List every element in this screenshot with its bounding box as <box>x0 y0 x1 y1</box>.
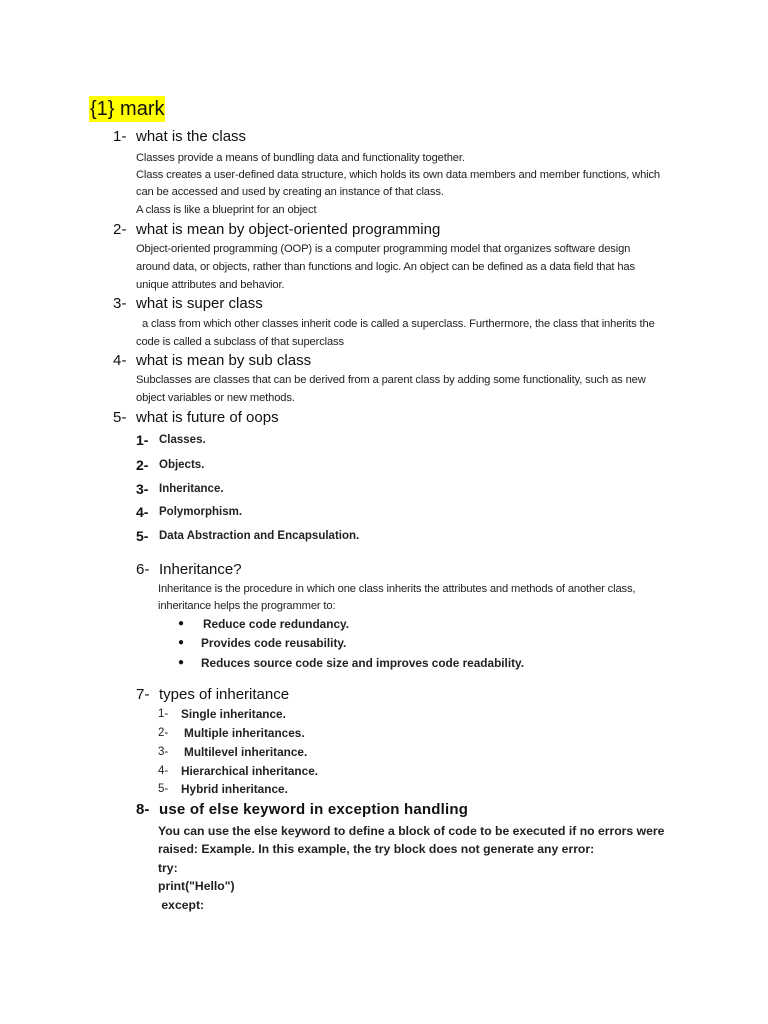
list-item-number: 1- <box>158 708 169 720</box>
answer-line: Subclasses are classes that can be derived from a parent class by adding some functionality, such as new <box>136 374 646 386</box>
question-number: 7- <box>136 686 150 703</box>
answer-line: Classes provide a means of bundling data and functionality together. <box>136 152 465 164</box>
question-number: 8- <box>136 801 150 818</box>
answer-line: Inheritance is the procedure in which one class inherits the attributes and methods of another class, <box>158 583 636 595</box>
question-heading: what is the class <box>136 128 247 145</box>
bullet-item: Reduce code redundancy. <box>203 617 349 631</box>
bullet-item: Reduces source code size and improves code readability. <box>201 656 525 670</box>
list-item-number: 2- <box>136 457 149 473</box>
answer-line: raised: Example. In this example, the try block does not generate any error: <box>158 842 595 856</box>
answer-line: inheritance helps the programmer to: <box>158 600 336 612</box>
answer-line: code is called a subclass of that superclass <box>136 336 344 348</box>
list-item: Polymorphism. <box>159 506 243 518</box>
answer-line: around data, or objects, rather than functions and logic. An object can be defined as a data field that has <box>136 261 635 273</box>
answer-line: You can use the else keyword to define a block of code to be executed if no errors were <box>158 824 665 838</box>
question-heading: types of inheritance <box>159 686 290 703</box>
list-item: Multiple inheritances. <box>184 726 305 740</box>
question-number: 4- <box>113 352 127 369</box>
list-item: Data Abstraction and Encapsulation. <box>159 530 360 542</box>
question-heading: Inheritance? <box>159 561 242 578</box>
bullet-icon: ● <box>178 637 185 648</box>
code-line: try: <box>158 861 178 875</box>
list-item: Multilevel inheritance. <box>184 745 308 759</box>
list-item-number: 5- <box>136 528 149 544</box>
list-item: Single inheritance. <box>181 707 286 721</box>
bullet-icon: ● <box>178 657 185 668</box>
answer-line: Class creates a user-defined data structure, which holds its own data members and member functions, which <box>136 169 660 181</box>
list-item: Objects. <box>159 459 205 471</box>
answer-line: a class from which other classes inherit code is called a superclass. Furthermore, the class that inherits the <box>142 318 655 330</box>
question-number: 2- <box>113 221 127 238</box>
list-item-number: 4- <box>136 504 149 520</box>
answer-line: unique attributes and behavior. <box>136 279 285 291</box>
question-number: 3- <box>113 295 127 312</box>
list-item-number: 4- <box>158 765 169 777</box>
list-item-number: 3- <box>136 481 149 497</box>
question-heading: what is future of oops <box>136 409 279 426</box>
list-item-number: 3- <box>158 746 169 758</box>
question-number: 5- <box>113 409 127 426</box>
answer-line: can be accessed and used by creating an instance of that class. <box>136 186 444 198</box>
list-item-number: 5- <box>158 783 169 795</box>
question-heading: use of else keyword in exception handling <box>159 801 469 818</box>
code-line: print("Hello") <box>158 879 235 893</box>
section-title: {1} mark <box>90 98 165 120</box>
question-heading: what is mean by object-oriented programming <box>136 221 441 238</box>
answer-line: A class is like a blueprint for an object <box>136 204 317 216</box>
bullet-icon: ● <box>178 618 185 629</box>
answer-line: Object-oriented programming (OOP) is a computer programming model that organizes software design <box>136 243 631 255</box>
question-number: 1- <box>113 128 127 145</box>
list-item: Classes. <box>159 434 206 446</box>
list-item: Hierarchical inheritance. <box>181 764 319 778</box>
answer-line: object variables or new methods. <box>136 392 295 404</box>
list-item-number: 2- <box>158 727 169 739</box>
question-heading: what is mean by sub class <box>136 352 312 369</box>
question-heading: what is super class <box>136 295 263 312</box>
question-number: 6- <box>136 561 150 578</box>
bullet-item: Provides code reusability. <box>201 636 347 650</box>
list-item: Inheritance. <box>159 483 224 495</box>
code-line: except: <box>158 898 205 912</box>
list-item: Hybrid inheritance. <box>181 782 288 796</box>
list-item-number: 1- <box>136 432 149 448</box>
